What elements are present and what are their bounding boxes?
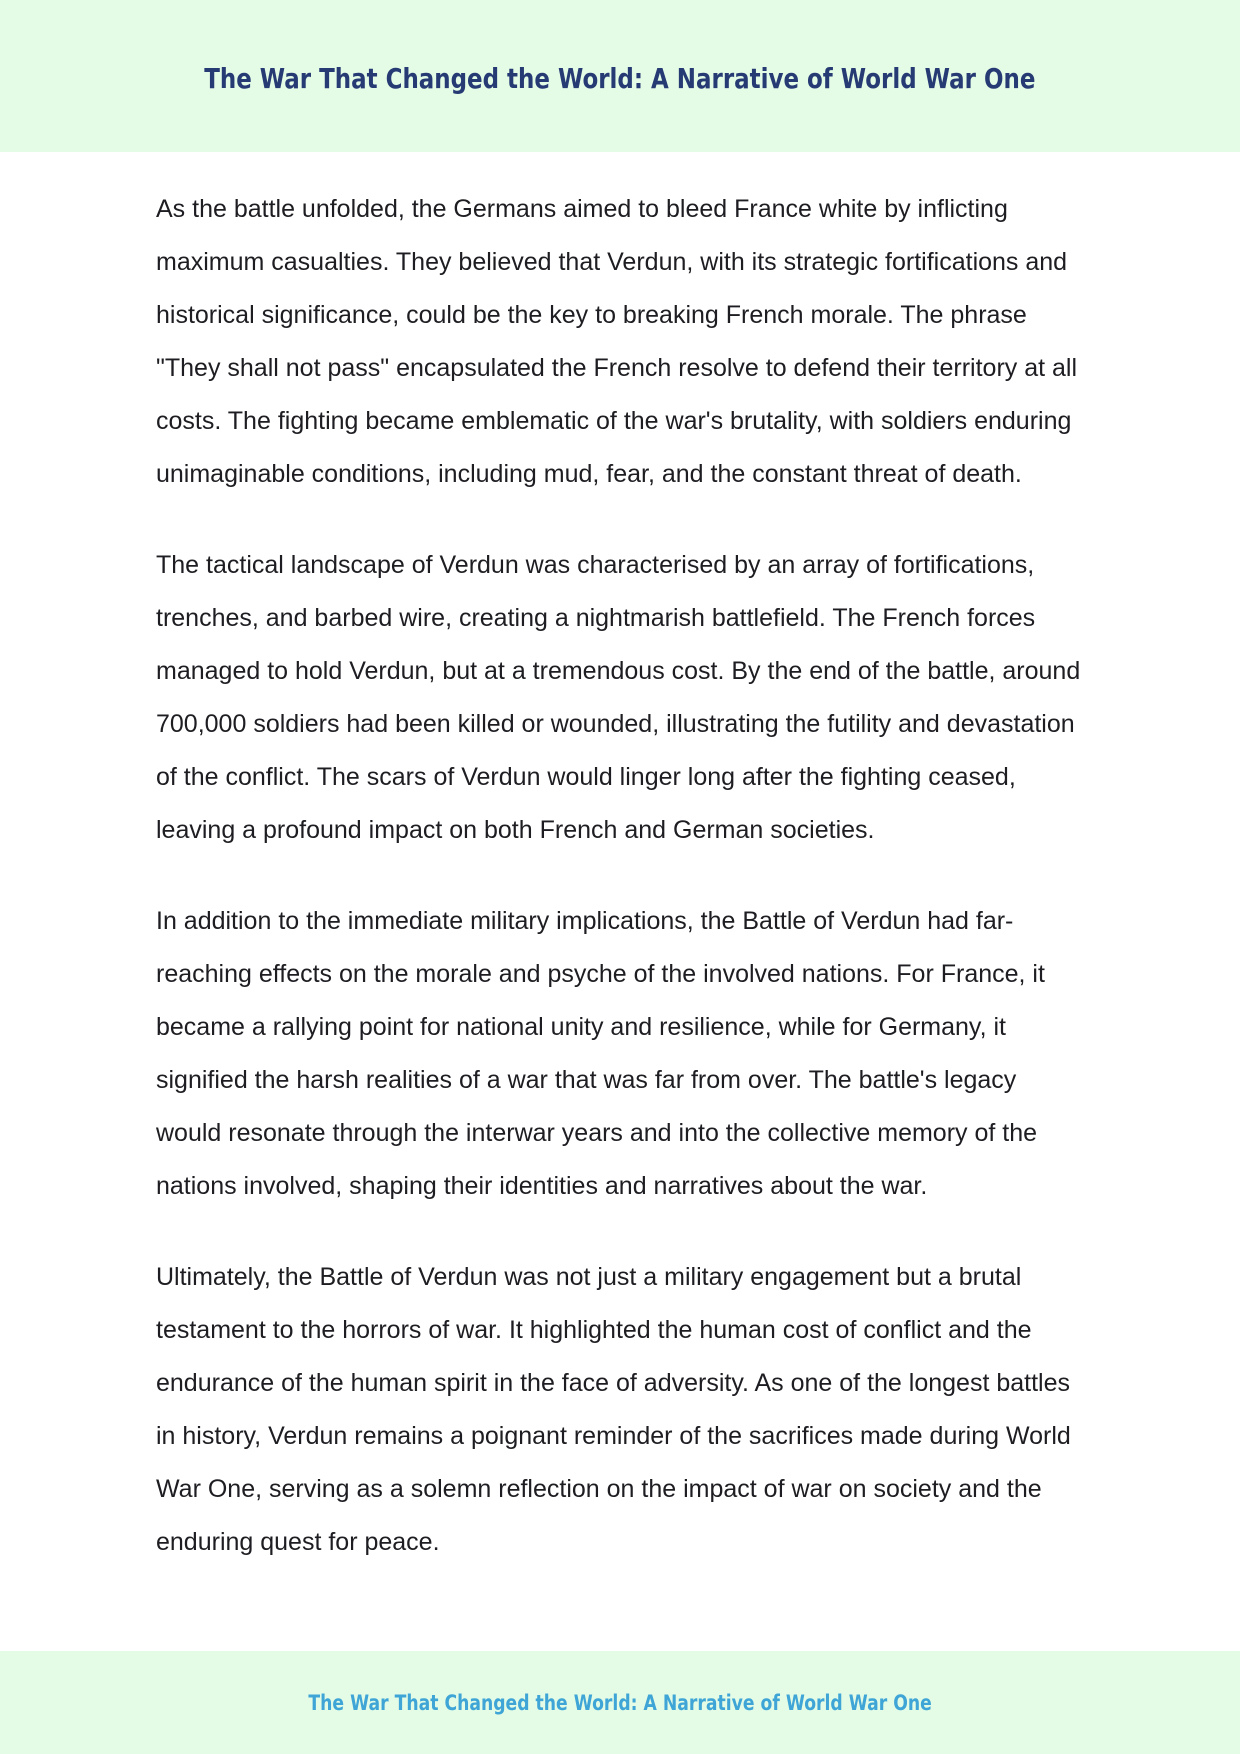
document-body — [156, 183, 1086, 1569]
header-title: The War That Changed the World: A Narrative of World War One — [204, 61, 1036, 95]
body-paragraph: As the battle unfolded, the Germans aimed to bleed France white by inflicting maximum casualties. They believed that Verdun, with its strategic fortifications and historical significance, could be the key to breaking French morale. The phrase "They shall not pass" encapsulated the French resolve to defend their territory at all costs. The fighting became emblematic of the war's brutality, with soldiers enduring unimaginable conditions, including mud, fear, and the constant threat of death. — [156, 195, 1078, 488]
body-paragraph: In addition to the immediate military implications, the Battle of Verdun had far-reaching effects on the morale and psyche of the involved nations. For France, it became a rallying point for national unity and resilience, while for Germany, it signified the harsh realities of a war that was far from over. The battle's legacy would resonate through the interwar years and into the collective memory of the nations involved, shaping their identities and narratives about the war. — [156, 907, 1045, 1200]
page-header — [0, 0, 1240, 152]
footer-title: The War That Changed the World: A Narrative of World War One — [308, 1690, 932, 1715]
body-paragraph: The tactical landscape of Verdun was characterised by an array of fortifications, trenches, and barbed wire, creating a nightmarish battlefield. The French forces managed to hold Verdun, but at a tremendous cost. By the end of the battle, around 700,000 soldiers had been killed or wounded, illustrating the futility and devastation of the conflict. The scars of Verdun would linger long after the fighting ceased, leaving a profound impact on both French and German societies. — [156, 551, 1081, 844]
page-footer — [0, 1651, 1240, 1754]
body-paragraph: Ultimately, the Battle of Verdun was not just a military engagement but a brutal testament to the horrors of war. It highlighted the human cost of conflict and the endurance of the human spirit in the face of adversity. As one of the longest battles in history, Verdun remains a poignant reminder of the sacrifices made during World War One, serving as a solemn reflection on the impact of war on society and the enduring quest for peace. — [156, 1263, 1071, 1556]
